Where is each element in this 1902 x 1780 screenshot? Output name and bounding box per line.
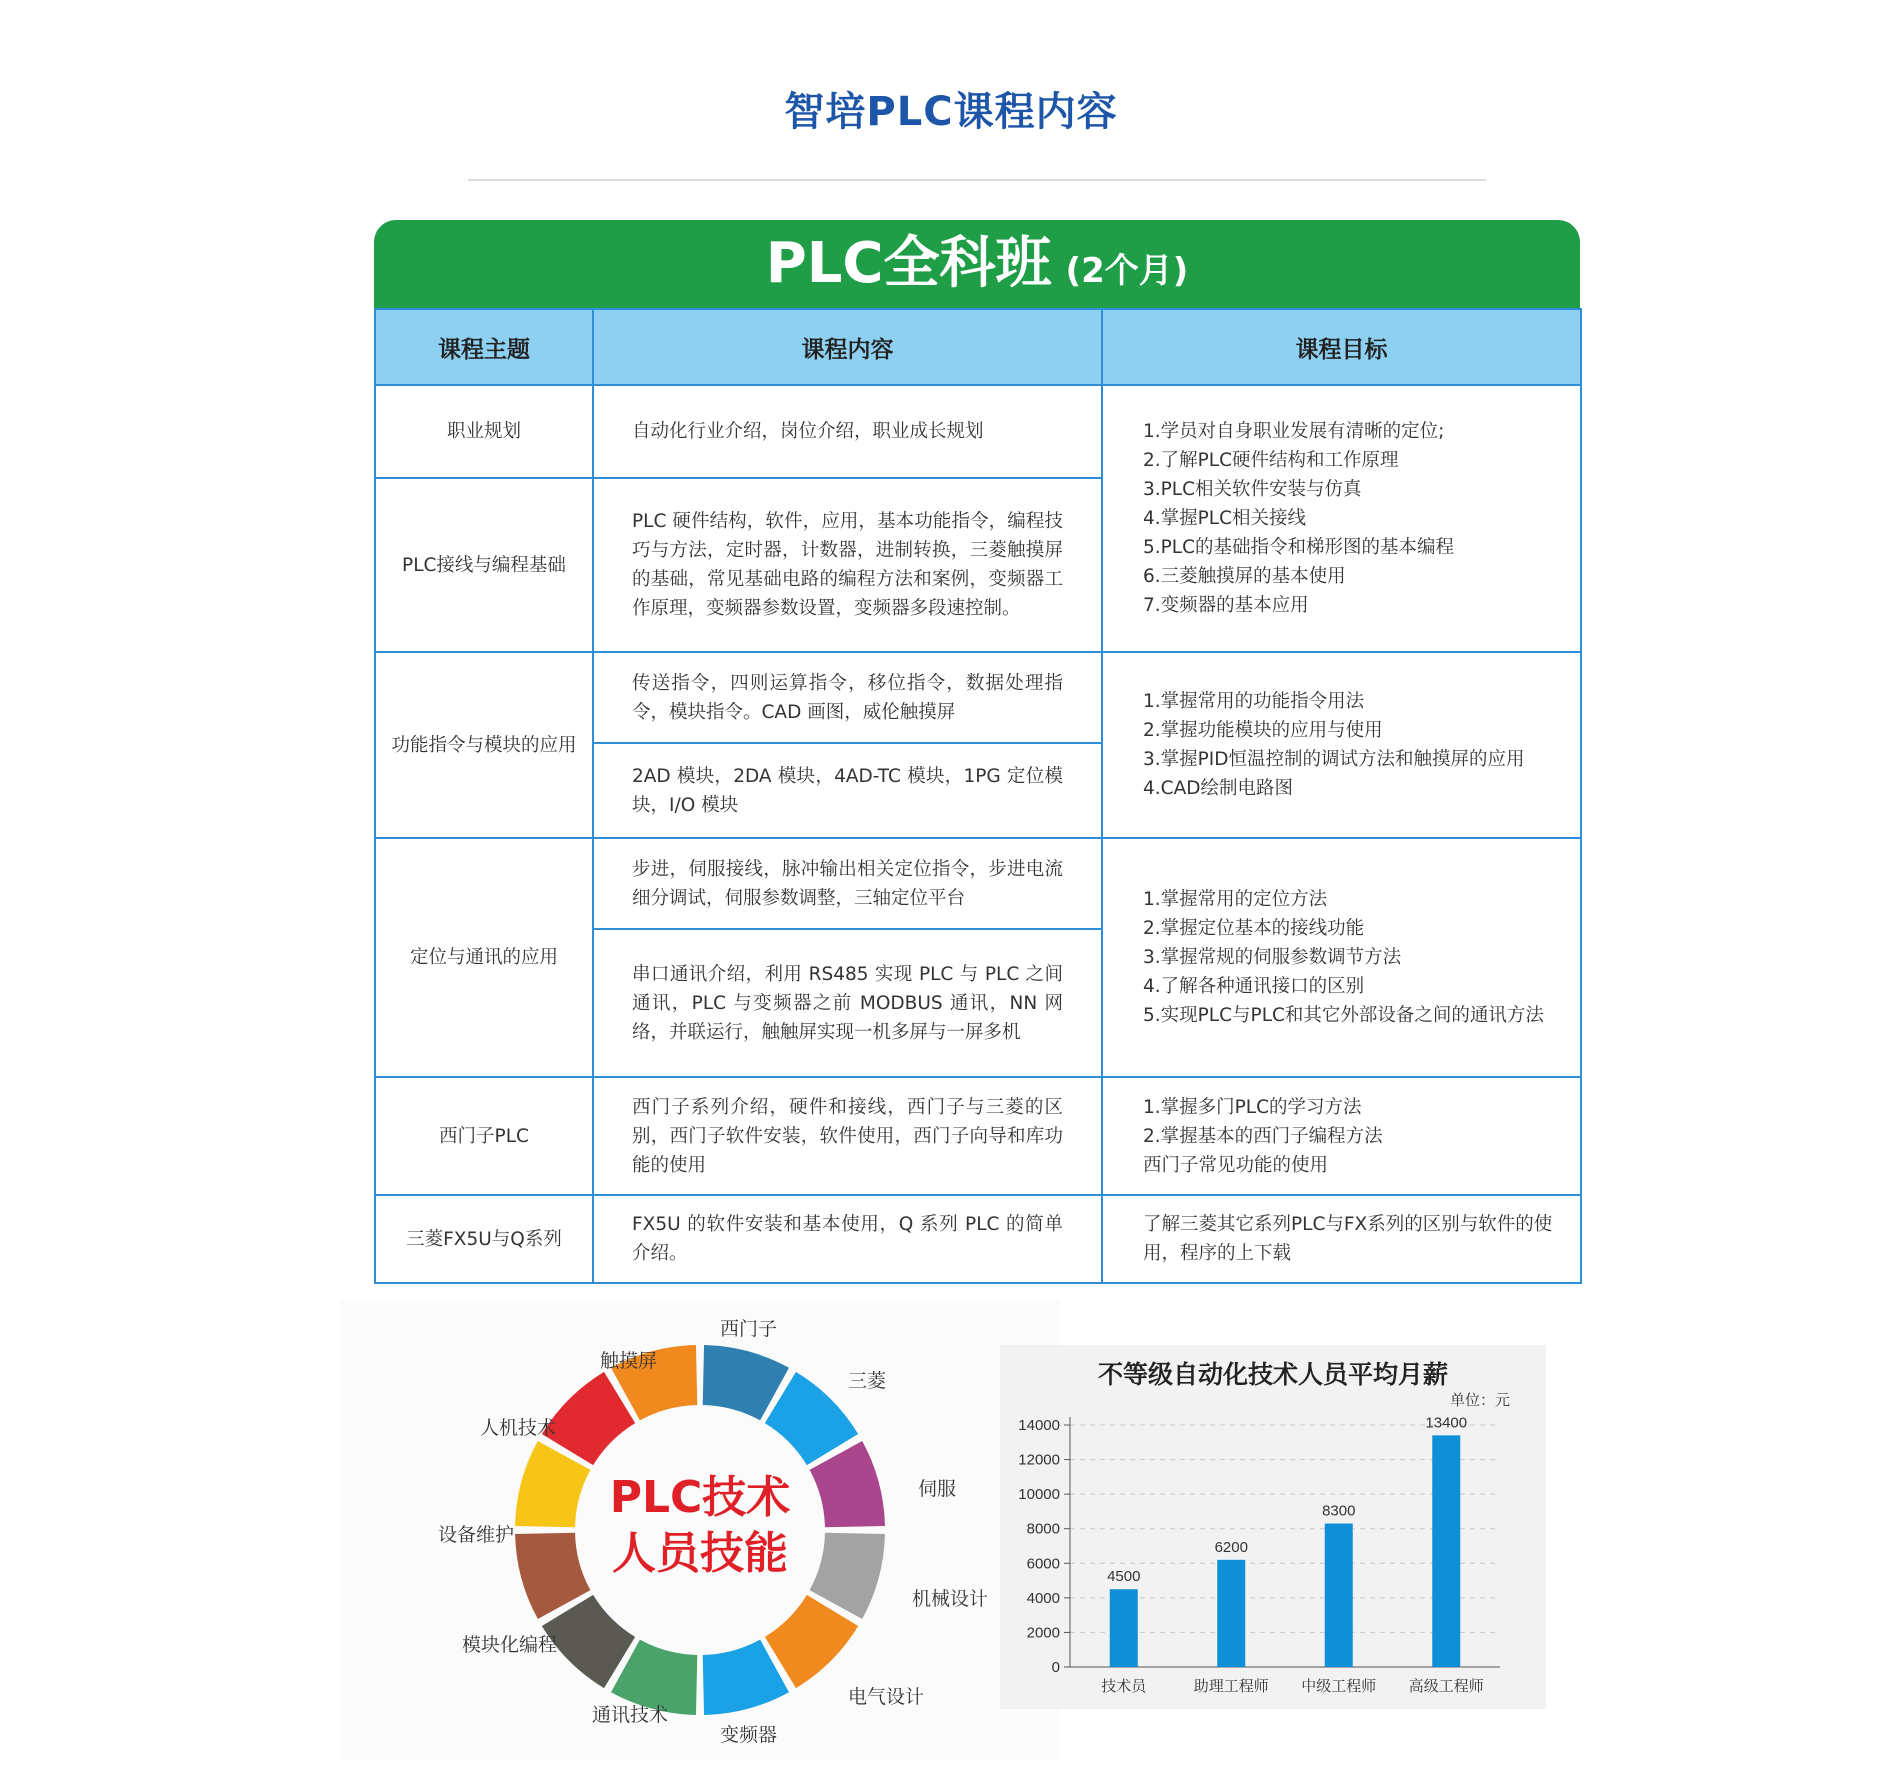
ring-label-siemens: 西门子	[720, 1318, 778, 1340]
y-tick-label: 10000	[1018, 1486, 1060, 1504]
course-banner	[374, 220, 1580, 308]
course-table	[374, 308, 1582, 1284]
x-tick-label: 中级工程师	[1301, 1677, 1377, 1695]
title-divider	[468, 179, 1486, 181]
table-row	[375, 838, 1581, 929]
skill-ring-panel	[340, 1300, 1060, 1760]
banner-subtitle: (2个月)	[1065, 251, 1189, 291]
goal-cell: 1.掌握多门PLC的学习方法 2.掌握基本的西门子编程方法 西门子常见功能的使用	[1102, 1077, 1581, 1195]
content-cell: 步进，伺服接线，脉冲输出相关定位指令，步进电流细分调试，伺服参数调整，三轴定位平台	[593, 838, 1102, 929]
table-row	[375, 385, 1581, 478]
ring-center-text	[570, 1470, 830, 1582]
ring-label-maintenance: 设备维护	[438, 1524, 515, 1546]
header-topic: 课程主题	[375, 309, 593, 385]
table-row	[375, 652, 1581, 743]
bar-value-label: 6200	[1214, 1538, 1248, 1556]
content-cell: 西门子系列介绍，硬件和接线，西门子与三菱的区别，西门子软件安装，软件使用，西门子向导和库功能的使用	[593, 1077, 1102, 1195]
x-tick-label: 高级工程师	[1408, 1677, 1484, 1695]
chart-title: 不等级自动化技术人员平均月薪	[1097, 1360, 1448, 1389]
bar	[1432, 1435, 1460, 1667]
table-header-row	[375, 309, 1581, 385]
goal-cell: 了解三菱其它系列PLC与FX系列的区别与软件的使用，程序的上下载	[1102, 1195, 1581, 1283]
topic-cell: 三菱FX5U与Q系列	[375, 1195, 593, 1283]
chart-unit: 单位：元	[1449, 1391, 1510, 1409]
content-cell: 自动化行业介绍，岗位介绍，职业成长规划	[593, 385, 1102, 478]
bar-value-label: 13400	[1425, 1414, 1468, 1432]
topic-cell: 职业规划	[375, 385, 593, 478]
y-tick-label: 14000	[1018, 1417, 1060, 1434]
y-tick-label: 4000	[1026, 1589, 1060, 1607]
ring-label-servo: 伺服	[918, 1478, 957, 1500]
ring-label-electrical: 电气设计	[848, 1686, 925, 1708]
ring-label-comm: 通讯技术	[592, 1704, 669, 1726]
topic-cell: 功能指令与模块的应用	[375, 652, 593, 838]
x-tick-label: 助理工程师	[1193, 1677, 1269, 1695]
ring-label-inverter: 变频器	[720, 1724, 778, 1746]
content-cell: 2AD 模块，2DA 模块，4AD-TC 模块，1PG 定位模块，I/O 模块	[593, 743, 1102, 838]
table-row	[375, 1195, 1581, 1283]
bar-value-label: 8300	[1322, 1502, 1356, 1520]
bar	[1217, 1560, 1245, 1667]
page-title: 智培PLC课程内容	[784, 89, 1118, 135]
course-card	[374, 220, 1580, 1284]
bar-value-label: 4500	[1107, 1568, 1141, 1586]
table-row	[375, 1077, 1581, 1195]
goal-cell: 1.学员对自身职业发展有清晰的定位; 2.了解PLC硬件结构和工作原理 3.PLC相关软件安装与仿真 4.掌握PLC相关接线 5.PLC的基础指令和梯形图的基本编程 6.三菱触摸屏的基本使用 7.变频器的基本应用	[1102, 385, 1581, 652]
content-cell: 传送指令，四则运算指令，移位指令，数据处理指令，模块指令。CAD 画图，威伦触摸屏	[593, 652, 1102, 743]
y-tick-label: 12000	[1018, 1451, 1060, 1469]
bar	[1325, 1524, 1353, 1667]
ring-label-mechanical: 机械设计	[912, 1588, 989, 1610]
y-tick-label: 6000	[1026, 1555, 1060, 1573]
x-tick-label: 技术员	[1101, 1677, 1147, 1695]
topic-cell: PLC接线与编程基础	[375, 478, 593, 652]
y-tick-label: 0	[1051, 1659, 1060, 1676]
banner-title: PLC全科班	[765, 231, 1052, 296]
topic-cell: 西门子PLC	[375, 1077, 593, 1195]
salary-chart-panel	[1000, 1345, 1546, 1709]
header-content: 课程内容	[593, 309, 1102, 385]
content-cell: 串口通讯介绍，利用 RS485 实现 PLC 与 PLC 之间通讯，PLC 与变频器之前 MODBUS 通讯，NN 网络，并联运行，触触屏实现一机多屏与一屏多机	[593, 929, 1102, 1077]
content-cell: PLC 硬件结构，软件，应用，基本功能指令，编程技巧与方法，定时器，计数器，进制转换，三菱触摸屏的基础，常见基础电路的编程方法和案例，变频器工作原理，变频器参数设置，变频器多段速控制。	[593, 478, 1102, 652]
y-tick-label: 2000	[1026, 1624, 1060, 1642]
topic-cell: 定位与通讯的应用	[375, 838, 593, 1077]
content-cell: FX5U 的软件安装和基本使用，Q 系列 PLC 的简单介绍。	[593, 1195, 1102, 1283]
salary-chart	[1000, 1345, 1546, 1709]
y-tick-label: 8000	[1026, 1520, 1060, 1538]
ring-label-hmi: 人机技术	[480, 1417, 557, 1439]
goal-cell: 1.掌握常用的定位方法 2.掌握定位基本的接线功能 3.掌握常规的伺服参数调节方法 4.了解各种通讯接口的区别 5.实现PLC与PLC和其它外部设备之间的通讯方法	[1102, 838, 1581, 1077]
ring-label-mitsubishi: 三菱	[848, 1370, 887, 1392]
bar	[1110, 1589, 1138, 1667]
goal-cell: 1.掌握常用的功能指令用法 2.掌握功能模块的应用与使用 3.掌握PID恒温控制的调试方法和触摸屏的应用 4.CAD绘制电路图	[1102, 652, 1581, 838]
ring-center-line2: 人员技能	[612, 1528, 788, 1579]
ring-center-line1: PLC技术	[609, 1472, 791, 1523]
ring-label-module: 模块化编程	[462, 1634, 558, 1656]
ring-label-touchscreen: 触摸屏	[600, 1350, 658, 1372]
header-goal: 课程目标	[1102, 309, 1581, 385]
